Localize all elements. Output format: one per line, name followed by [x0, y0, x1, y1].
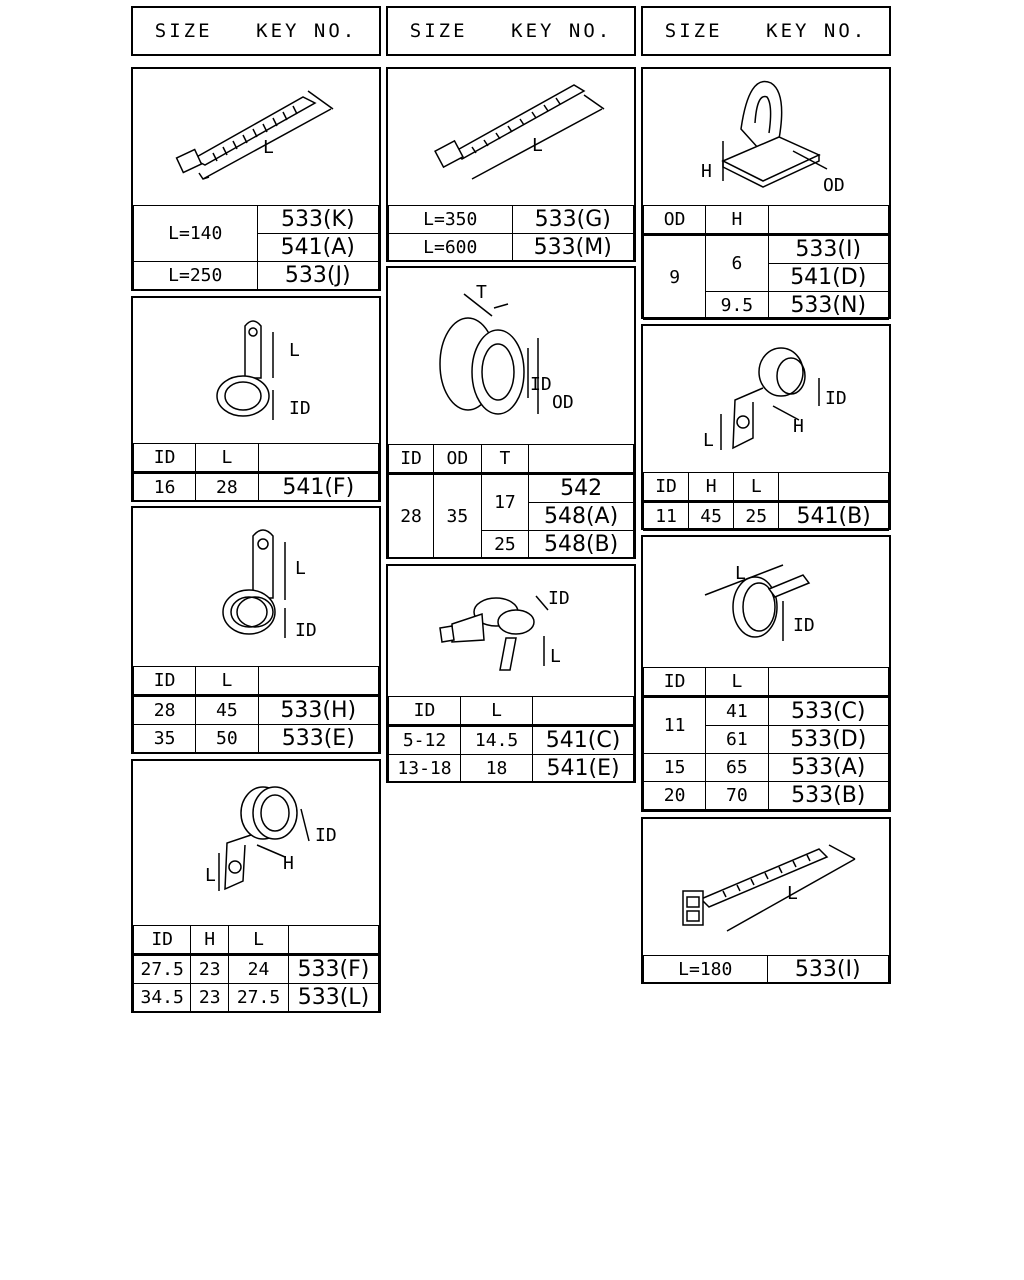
key-cell: 541(D) [768, 264, 889, 292]
key-cell: 533(J) [257, 262, 379, 290]
h-cell: 23 [191, 955, 229, 984]
t-cell: 25 [481, 531, 529, 559]
push-clip-figure [643, 69, 889, 205]
l-cell: 41 [706, 697, 768, 726]
col-head: L [734, 473, 779, 502]
dim-id-label: ID [825, 388, 847, 409]
key-header: KEY NO. [766, 20, 868, 42]
dim-l-label: L [703, 430, 714, 451]
cable-tie-long-drawing [388, 69, 634, 205]
size-cell: L=250 [134, 262, 258, 290]
l-cell: 65 [706, 754, 768, 782]
col-head: L [461, 697, 533, 726]
key-cell: 533(C) [768, 697, 889, 726]
col-head: H [689, 473, 734, 502]
col-head: ID [389, 445, 434, 474]
col-head: OD [434, 445, 482, 474]
col-head: OD [644, 206, 706, 235]
col-head: ID [134, 444, 196, 473]
key-header: KEY NO. [256, 20, 358, 42]
size-cell: L=140 [134, 206, 258, 262]
size-cell: L=180 [644, 956, 768, 984]
id-cell: 11 [644, 502, 689, 531]
id-cell: 34.5 [134, 984, 191, 1012]
dim-t-label: T [476, 282, 487, 303]
l-cell: 27.5 [229, 984, 289, 1012]
cable-tie-180-table [643, 955, 889, 984]
id-cell: 11 [644, 697, 706, 754]
id-cell: 27.5 [134, 955, 191, 984]
dim-h-label: H [701, 161, 712, 182]
clamp-f-figure [133, 298, 379, 443]
column-header [131, 6, 381, 56]
cable-tie-180-figure [643, 819, 889, 955]
clamp-h-drawing [133, 508, 379, 666]
l-cell: 70 [706, 782, 768, 810]
key-cell: 541(C) [533, 726, 634, 755]
clamp-fl-panel [131, 759, 381, 1013]
dim-l-label: L [550, 646, 561, 667]
clip-c-drawing [388, 566, 634, 696]
id-cell: 16 [134, 473, 196, 502]
col-head: ID [644, 668, 706, 697]
column-header [641, 6, 891, 56]
col-head: ID [389, 697, 461, 726]
id-cell: 28 [389, 474, 434, 559]
clamp-f-drawing [133, 298, 379, 443]
clamp-h-figure [133, 508, 379, 666]
grommet-drawing [388, 268, 634, 444]
l-cell: 14.5 [461, 726, 533, 755]
key-cell: 533(D) [768, 726, 889, 754]
dim-id-label: ID [295, 620, 317, 641]
l-cell: 24 [229, 955, 289, 984]
key-cell: 533(F) [288, 955, 378, 984]
col-head: T [481, 445, 529, 474]
l-cell: 50 [196, 725, 258, 753]
col-head: ID [644, 473, 689, 502]
key-cell: 533(M) [512, 234, 634, 262]
size-header: SIZE [409, 20, 468, 42]
clamp-fl-figure [133, 761, 379, 925]
push-clip-table [643, 205, 889, 320]
key-cell: 542 [529, 474, 634, 503]
h-cell: 23 [191, 984, 229, 1012]
key-cell: 541(E) [533, 755, 634, 783]
dim-l-label: L [263, 137, 274, 158]
grommet-figure [388, 268, 634, 444]
size-header: SIZE [154, 20, 213, 42]
col-head: L [706, 668, 768, 697]
col-head: L [196, 667, 258, 696]
key-cell: 533(L) [288, 984, 378, 1012]
key-cell: 533(B) [768, 782, 889, 810]
clamp-h-table [133, 666, 379, 753]
clip-c-figure [388, 566, 634, 696]
col-head: H [706, 206, 768, 235]
key-cell: 541(B) [779, 502, 889, 531]
dim-l-label: L [787, 883, 798, 904]
dim-id-label: ID [548, 588, 570, 609]
key-cell: 533(I) [767, 956, 889, 984]
l-cell: 61 [706, 726, 768, 754]
dim-l-label: L [532, 135, 543, 156]
key-cell: 533(H) [258, 696, 379, 725]
h-cell: 45 [689, 502, 734, 531]
grommet-panel [386, 266, 636, 559]
push-clip-panel [641, 67, 891, 319]
cable-tie-table [133, 205, 379, 290]
id-cell: 5-12 [389, 726, 461, 755]
h-cell: 6 [706, 235, 768, 292]
band-clamp-panel [641, 535, 891, 812]
key-cell: 541(A) [257, 234, 379, 262]
t-cell: 17 [481, 474, 529, 531]
dim-od-label: OD [552, 392, 574, 413]
clip-c-panel [386, 564, 636, 783]
key-cell: 533(G) [512, 206, 634, 234]
clamp-fl-table [133, 925, 379, 1012]
l-cell: 18 [461, 755, 533, 783]
dim-h-label: H [283, 853, 294, 874]
l-cell: 25 [734, 502, 779, 531]
column-3 [641, 6, 891, 56]
clamp-f-panel [131, 296, 381, 502]
l-cell: 45 [196, 696, 258, 725]
column-2 [386, 6, 636, 56]
clamp-fl-drawing [133, 761, 379, 925]
id-cell: 20 [644, 782, 706, 810]
col-head: ID [134, 926, 191, 955]
clamp-b-figure [643, 326, 889, 472]
id-cell: 13-18 [389, 755, 461, 783]
cable-tie-180-drawing [643, 819, 889, 955]
band-clamp-figure [643, 537, 889, 667]
dim-h-label: H [793, 416, 804, 437]
dim-l-label: L [295, 558, 306, 579]
h-cell: 9.5 [706, 292, 768, 320]
dim-l-label: L [289, 340, 300, 361]
cable-tie-panel [131, 67, 381, 291]
dim-l-label: L [735, 563, 746, 584]
dim-od-label: OD [823, 175, 845, 196]
col-head: L [196, 444, 258, 473]
key-cell: 533(I) [768, 235, 889, 264]
id-cell: 28 [134, 696, 196, 725]
grommet-table [388, 444, 634, 559]
dim-id-label: ID [289, 398, 311, 419]
key-cell: 533(N) [768, 292, 889, 320]
size-cell: L=600 [389, 234, 513, 262]
clamp-b-table [643, 472, 889, 531]
dim-l-label: L [205, 865, 216, 886]
od-cell: 35 [434, 474, 482, 559]
size-header: SIZE [664, 20, 723, 42]
cable-tie-drawing [133, 69, 379, 205]
band-clamp-drawing [643, 537, 889, 667]
key-header: KEY NO. [511, 20, 613, 42]
od-cell: 9 [644, 235, 706, 320]
key-cell: 533(K) [257, 206, 379, 234]
key-cell: 533(E) [258, 725, 379, 753]
dim-id-label: ID [793, 615, 815, 636]
cable-tie-180-panel [641, 817, 891, 984]
cable-tie-long-table [388, 205, 634, 262]
column-header [386, 6, 636, 56]
clamp-b-panel [641, 324, 891, 530]
key-cell: 541(F) [258, 473, 379, 502]
col-head: L [229, 926, 289, 955]
col-head: H [191, 926, 229, 955]
id-cell: 35 [134, 725, 196, 753]
clip-c-table [388, 696, 634, 783]
band-clamp-table [643, 667, 889, 810]
key-cell: 533(A) [768, 754, 889, 782]
column-1 [131, 6, 381, 56]
dim-id-label: ID [530, 374, 552, 395]
key-cell: 548(A) [529, 503, 634, 531]
col-head: ID [134, 667, 196, 696]
cable-tie-figure [133, 69, 379, 205]
cable-tie-long-figure [388, 69, 634, 205]
push-clip-drawing [643, 69, 889, 205]
id-cell: 15 [644, 754, 706, 782]
size-cell: L=350 [389, 206, 513, 234]
clamp-f-table [133, 443, 379, 502]
clamp-b-drawing [643, 326, 889, 472]
l-cell: 28 [196, 473, 258, 502]
dim-id-label: ID [315, 825, 337, 846]
clamp-h-panel [131, 506, 381, 754]
key-cell: 548(B) [529, 531, 634, 559]
cable-tie-long-panel [386, 67, 636, 262]
